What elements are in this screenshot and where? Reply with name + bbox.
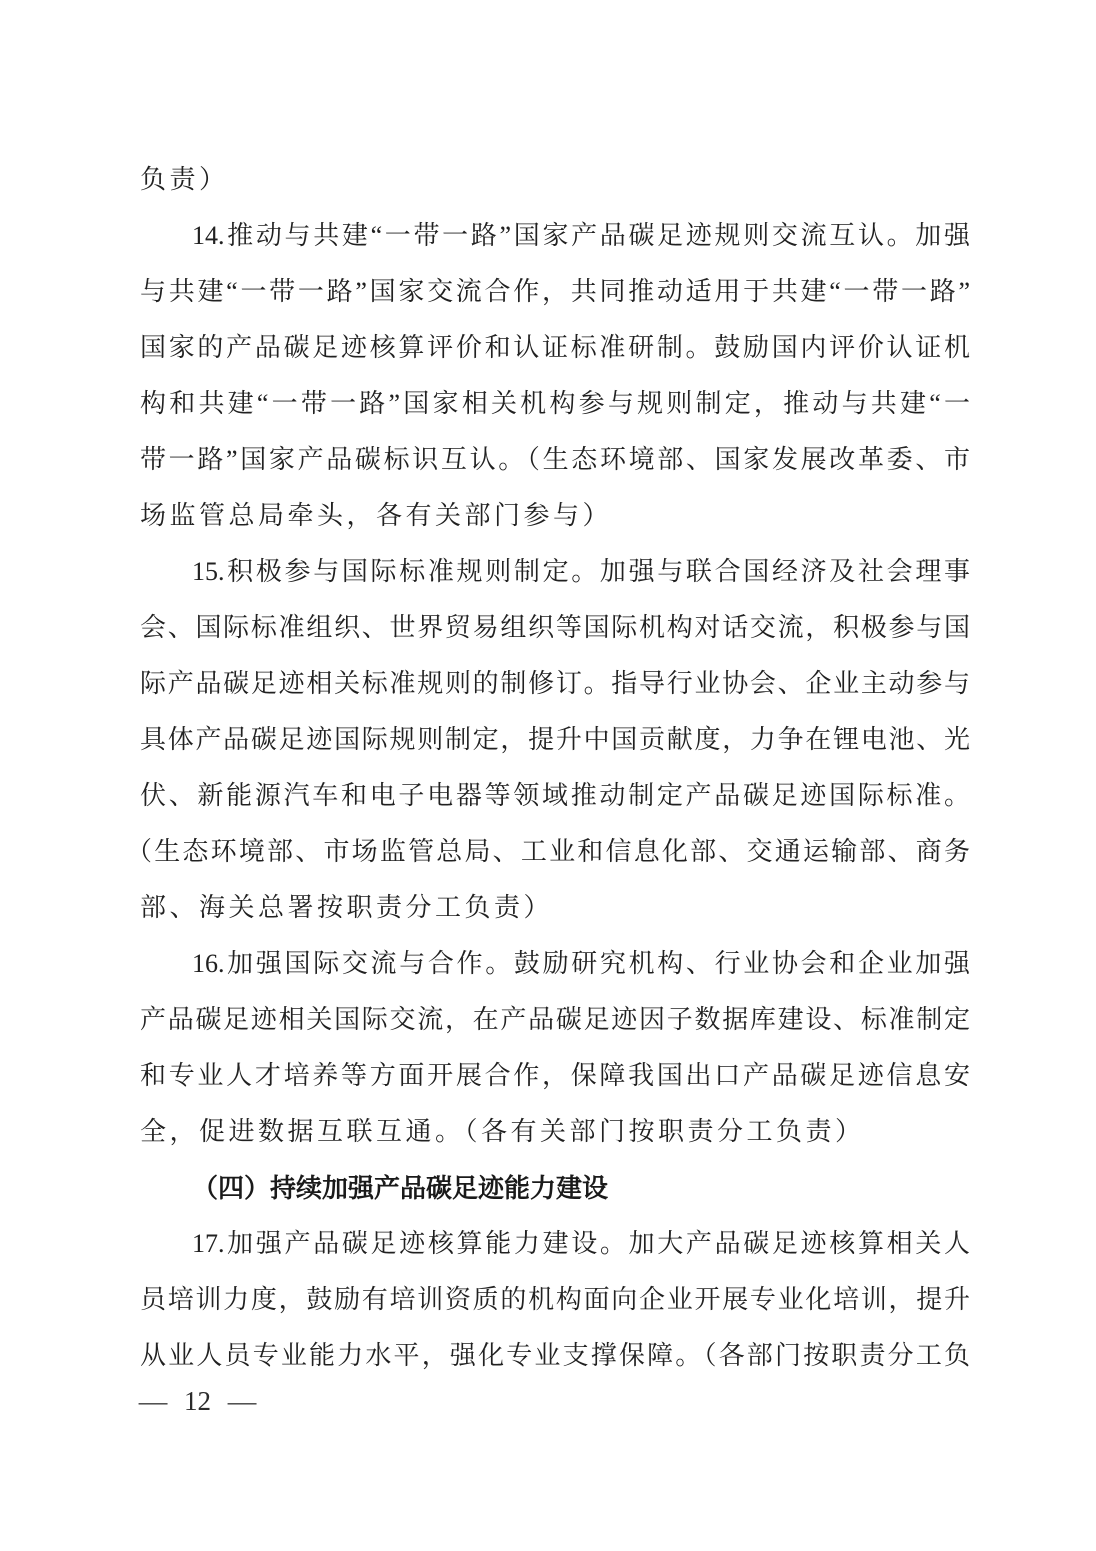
document-body [126, 152, 970, 1384]
page-number: 12 [184, 1386, 211, 1416]
footer-left-dash: — [138, 1386, 168, 1416]
paragraph-line: 构和共建“一带一路”国家相关机构参与规则制定，推动与共建“一 [140, 389, 970, 418]
paragraph-line: （生态环境部、市场监管总局、工业和信息化部、交通运输部、商务 [126, 837, 970, 866]
paragraph-line: 产品碳足迹相关国际交流，在产品碳足迹因子数据库建设、标准制定 [140, 1005, 970, 1034]
paragraph-line: 部、海关总署按职责分工负责） [140, 893, 554, 922]
paragraph-line: 与共建“一带一路”国家交流合作，共同推动适用于共建“一带一路” [140, 277, 970, 306]
paragraph-line: 14.推动与共建“一带一路”国家产品碳足迹规则交流互认。加强 [192, 221, 970, 250]
paragraph-line: 会、国际标准组织、世界贸易组织等国际机构对话交流，积极参与国 [140, 613, 970, 642]
paragraph-line: 际产品碳足迹相关标准规则的制修订。指导行业协会、企业主动参与 [140, 669, 970, 698]
paragraph-line: 国家的产品碳足迹核算评价和认证标准研制。鼓励国内评价认证机 [140, 333, 970, 362]
paragraph-line: 带一路”国家产品碳标识互认。（生态环境部、国家发展改革委、市 [140, 445, 970, 474]
paragraph-line: 16.加强国际交流与合作。鼓励研究机构、行业协会和企业加强 [192, 949, 970, 978]
paragraph-line: 场监管总局牵头，各有关部门参与） [140, 501, 613, 530]
page-footer [140, 1386, 255, 1417]
footer-right-dash: — [227, 1386, 257, 1416]
paragraph-line: 具体产品碳足迹国际规则制定，提升中国贡献度，力争在锂电池、光 [140, 725, 970, 754]
paragraph-line: 从业人员专业能力水平，强化专业支撑保障。（各部门按职责分工负 [140, 1341, 970, 1370]
section-heading: （四）持续加强产品碳足迹能力建设 [192, 1173, 609, 1203]
paragraph-line: 员培训力度，鼓励有培训资质的机构面向企业开展专业化培训，提升 [140, 1285, 970, 1314]
paragraph-line: 17.加强产品碳足迹核算能力建设。加大产品碳足迹核算相关人 [192, 1229, 970, 1258]
paragraph-line: 伏、新能源汽车和电子电器等领域推动制定产品碳足迹国际标准。 [140, 781, 970, 810]
paragraph-line: 负责） [140, 165, 229, 194]
paragraph-line: 全，促进数据互联互通。（各有关部门按职责分工负责） [140, 1117, 865, 1146]
paragraph-line: 15.积极参与国际标准规则制定。加强与联合国经济及社会理事 [192, 557, 970, 586]
paragraph-line: 和专业人才培养等方面开展合作，保障我国出口产品碳足迹信息安 [140, 1061, 970, 1090]
